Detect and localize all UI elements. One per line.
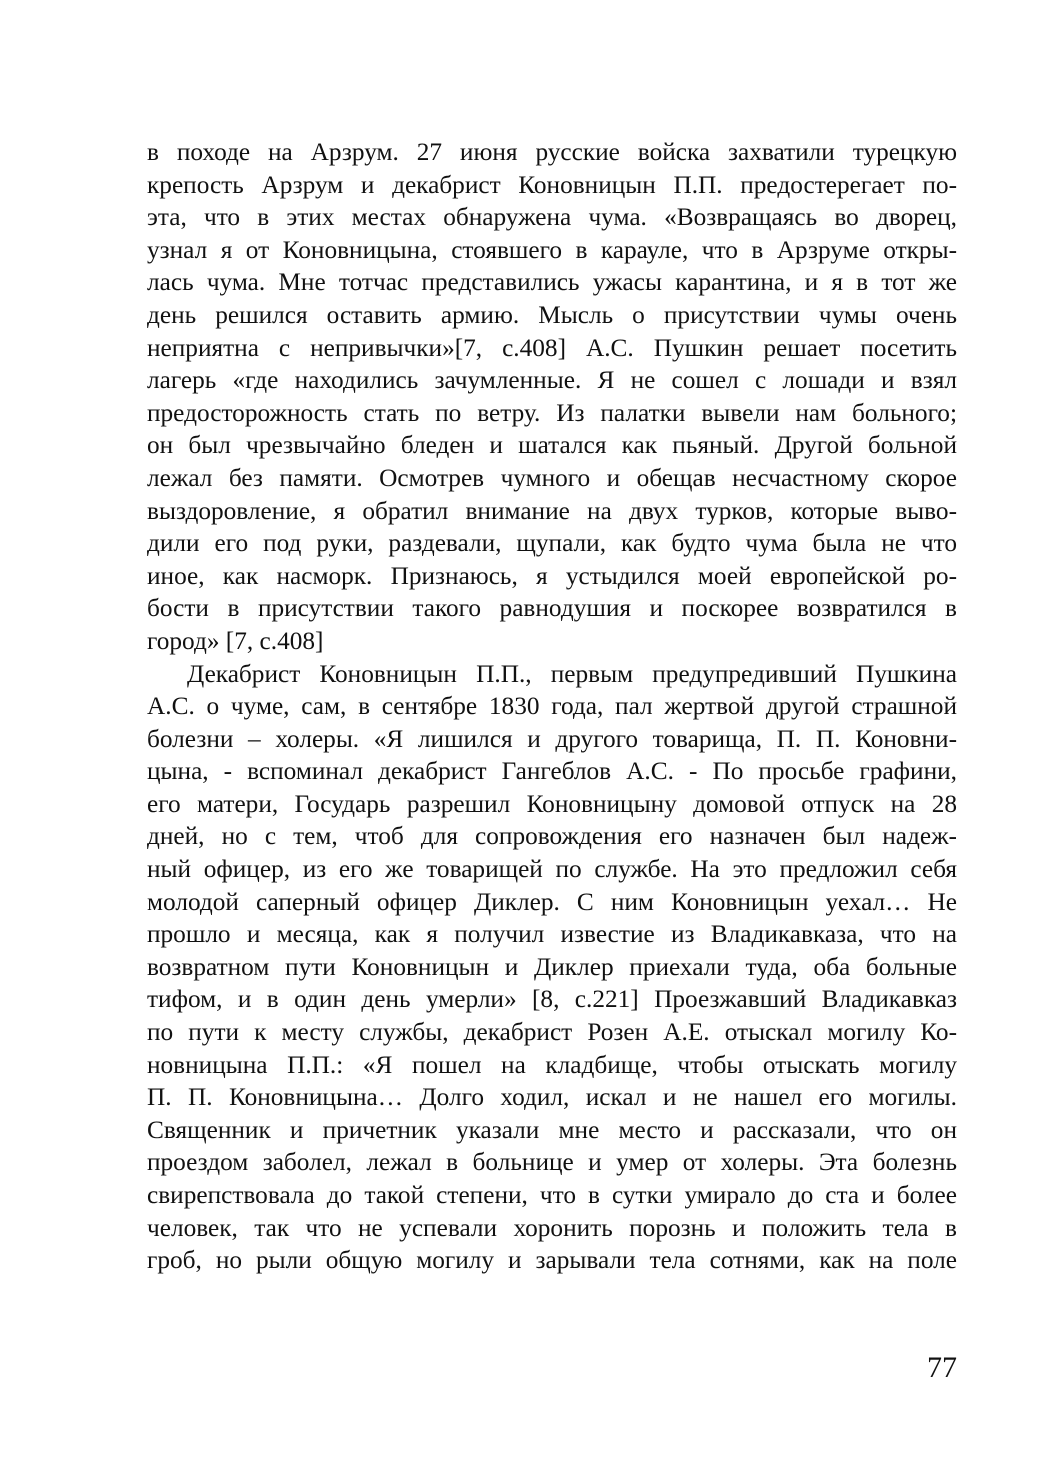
- text-line: тифом, и в один день умерли» [8, с.221] Проезжавший Владикавказ: [147, 985, 957, 1014]
- text-line: по пути к месту службы, декабрист Розен А.Е. отыскал могилу Ко-: [147, 1018, 957, 1047]
- text-line: гроб, но рыли общую могилу и зарывали тела сотнями, как на поле: [147, 1246, 957, 1275]
- text-line: А.С. о чуме, сам, в сентябре 1830 года, пал жертвой другой страшной: [147, 692, 957, 721]
- text-line: неприятна с непривычки»[7, с.408] А.С. Пушкин решает посетить: [147, 333, 957, 362]
- text-line: болезни – холеры. «Я лишился и другого товарища, П. П. Коновни-: [147, 724, 957, 753]
- page-number: 77: [927, 1351, 957, 1384]
- text-line: узнал я от Коновницына, стоявшего в карауле, что в Арзруме откры-: [147, 235, 957, 264]
- text-line: Декабрист Коновницын П.П., первым предупредивший Пушкина: [187, 659, 957, 688]
- paragraph-2: [147, 658, 957, 1277]
- text-line: он был чрезвычайно бледен и шатался как пьяный. Другой больной: [147, 431, 957, 460]
- text-line: крепость Арзрум и декабрист Коновницын П.П. предостерегает по-: [147, 170, 957, 199]
- text-line: человек, так что не успевали хоронить порознь и положить тела в: [147, 1213, 957, 1242]
- text-line: лагерь «где находились зачумленные. Я не сошел с лошади и взял: [147, 366, 957, 395]
- text-line: дили его под руки, раздевали, щупали, как будто чума была не что: [147, 529, 957, 558]
- text-line: дней, но с тем, чтоб для сопровождения его назначен был надеж-: [147, 822, 957, 851]
- text-line: возвратном пути Коновницын и Диклер приехали туда, оба больные: [147, 952, 957, 981]
- text-line: город» [7, с.408]: [147, 626, 324, 655]
- text-line: эта, что в этих местах обнаружена чума. «Возвращаясь во дворец,: [147, 203, 957, 232]
- text-line: прошло и месяца, как я получил известие из Владикавказа, что на: [147, 920, 957, 949]
- text-line: ный офицер, из его же товарищей по службе. На это предложил себя: [147, 855, 957, 884]
- text-line: новницына П.П.: «Я пошел на кладбище, чтобы отыскать могилу: [147, 1050, 957, 1079]
- text-line: П. П. Коновницына… Долго ходил, искал и не нашел его могилы.: [147, 1083, 957, 1112]
- text-line: лась чума. Мне тотчас представились ужасы карантина, и я в тот же: [147, 268, 957, 297]
- text-line: лежал без памяти. Осмотрев чумного и обещав несчастному скорое: [147, 463, 957, 492]
- text-line: в походе на Арзрум. 27 июня русские войска захватили турецкую: [147, 138, 957, 166]
- text-line: день решился оставить армию. Мысль о присутствии чумы очень: [147, 300, 957, 329]
- text-line: свирепствовала до такой степени, что в сутки умирало до ста и более: [147, 1181, 957, 1209]
- text-line: выздоровление, я обратил внимание на двух турков, которые выво-: [147, 496, 957, 525]
- paragraph-1: [147, 136, 957, 658]
- text-line: предосторожность стать по ветру. Из палатки вывели нам больного;: [147, 398, 957, 427]
- page-body: [147, 136, 957, 1277]
- text-line: проездом заболел, лежал в больнице и умер от холеры. Эта болезнь: [147, 1148, 957, 1177]
- text-line: Священник и причетник указали мне место и рассказали, что он: [147, 1115, 957, 1144]
- text-line: иное, как насморк. Признаюсь, я устыдился моей европейской ро-: [147, 561, 957, 590]
- text-line: его матери, Государь разрешил Коновницыну домовой отпуск на 28: [147, 789, 957, 818]
- text-line: бости в присутствии такого равнодушия и поскорее возвратился в: [147, 594, 957, 623]
- text-line: цына, - вспоминал декабрист Гангеблов А.С. - По просьбе графини,: [147, 757, 957, 786]
- text-line: молодой саперный офицер Диклер. С ним Коновницын уехал… Не: [147, 887, 957, 916]
